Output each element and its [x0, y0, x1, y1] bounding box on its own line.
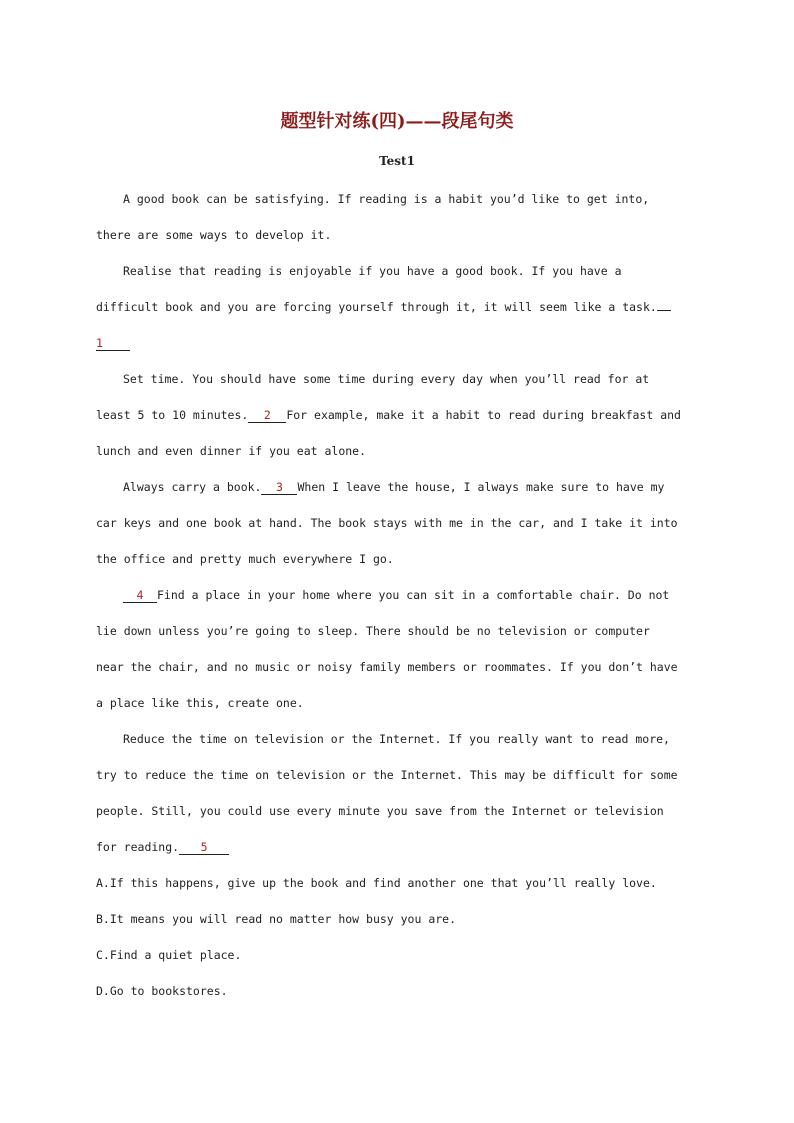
answer-blank-4[interactable]: 4	[123, 588, 157, 603]
passage-line	[96, 839, 229, 855]
passage-line: Reduce the time on television or the Internet. If you really want to read more,	[123, 732, 670, 746]
passage-text: for reading.	[96, 840, 180, 854]
passage-line: a place like this, create one.	[96, 696, 304, 710]
passage-text: least 5 to 10 minutes.	[96, 408, 249, 422]
passage-line	[96, 407, 681, 423]
test-heading: Test1	[379, 154, 415, 168]
passage-text: When I leave the house, I always make sure to have my	[297, 480, 665, 494]
page-title: 题型针对练(四)——段尾句类	[280, 111, 514, 132]
passage-text: Always carry a book.	[123, 480, 262, 494]
passage-line: there are some ways to develop it.	[96, 228, 332, 242]
option-b: B.It means you will read no matter how busy you are.	[96, 912, 457, 926]
answer-blank-2[interactable]: 2	[248, 408, 286, 423]
answer-blank-3[interactable]: 3	[261, 480, 297, 495]
passage-line: lie down unless you’re going to sleep. There should be no television or computer	[96, 624, 650, 638]
passage-text: For example, make it a habit to read during breakfast and	[286, 408, 681, 422]
option-d: D.Go to bookstores.	[96, 984, 228, 998]
passage-line: people. Still, you could use every minute you save from the Internet or television	[96, 804, 664, 818]
passage-line: car keys and one book at hand. The book stays with me in the car, and I take it into	[96, 516, 678, 530]
answer-blank-5[interactable]: 5	[179, 840, 229, 855]
passage-text: difficult book and you are forcing yourself through it, it will seem like a task.	[96, 300, 657, 314]
passage-line	[96, 299, 671, 315]
passage-line	[123, 479, 664, 495]
answer-blank-1[interactable]: 1	[96, 336, 130, 351]
passage-line: Realise that reading is enjoyable if you have a good book. If you have a	[123, 264, 622, 278]
passage-text: Find a place in your home where you can sit in a comfortable chair. Do not	[157, 588, 670, 602]
passage-line: lunch and even dinner if you eat alone.	[96, 444, 367, 458]
passage-line	[123, 587, 669, 603]
passage-line: the office and pretty much everywhere I go.	[96, 552, 394, 566]
passage-line	[96, 335, 130, 351]
option-c: C.Find a quiet place.	[96, 948, 242, 962]
passage-line: A good book can be satisfying. If reading is a habit you’d like to get into,	[123, 192, 650, 206]
option-a: A.If this happens, give up the book and find another one that you’ll really love.	[96, 876, 657, 890]
passage-line: near the chair, and no music or noisy family members or roommates. If you don’t have	[96, 660, 678, 674]
passage-line: Set time. You should have some time during every day when you’ll read for at	[123, 372, 650, 386]
passage-line: try to reduce the time on television or the Internet. This may be difficult for some	[96, 768, 678, 782]
blank-trail	[657, 310, 671, 311]
